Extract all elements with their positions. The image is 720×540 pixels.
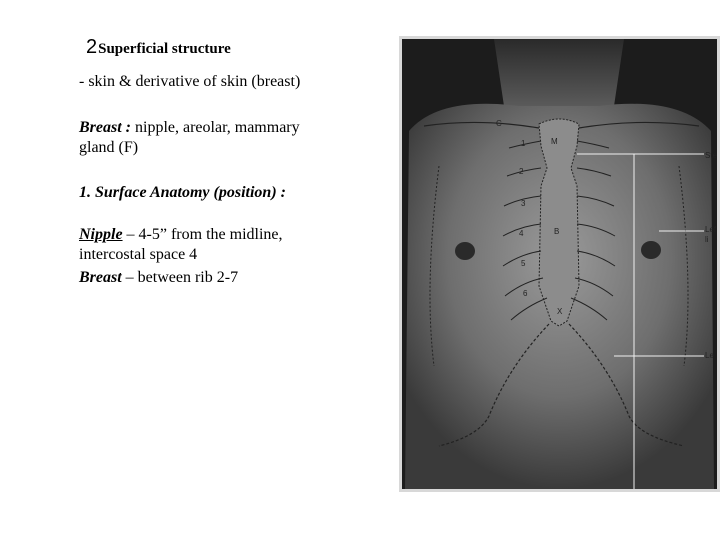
side-label-left-line: li [705, 235, 709, 244]
side-label-left: Lef [705, 225, 717, 234]
rib-number-4: 4 [519, 229, 524, 238]
breast-line-2: gland (F) [79, 139, 139, 156]
side-label-sternum: Ste [705, 151, 718, 160]
xiphoid-letter: X [557, 307, 563, 316]
skin-line: - skin & derivative of skin (breast) [79, 73, 301, 90]
rib-number-6: 6 [523, 289, 528, 298]
side-label-lower: Le [705, 351, 714, 360]
breast-text: nipple, areolar, mammary [131, 119, 300, 136]
rib-number-5: 5 [521, 259, 526, 268]
intercostal-line: intercostal space 4 [79, 246, 198, 263]
breast-position-line [79, 268, 238, 288]
sternum [539, 119, 579, 326]
right-nipple [641, 241, 661, 259]
breast-line [79, 118, 300, 138]
breast-label: Breast : [79, 119, 131, 136]
left-nipple [455, 242, 475, 260]
section-number: 2 [86, 36, 98, 58]
manubrium-letter: M [551, 137, 558, 146]
rib-number-3: 3 [521, 199, 526, 208]
chest-anatomy-figure [399, 36, 720, 492]
rib-number-2: 2 [519, 167, 524, 176]
surface-anatomy-heading: 1. Surface Anatomy (position) : [79, 184, 286, 201]
nipple-line [79, 225, 283, 245]
section-heading [86, 36, 231, 59]
sternum-body-letter: B [554, 227, 560, 236]
neck [494, 39, 624, 106]
rib-number-1: 1 [521, 139, 526, 148]
clavicle-letter: C [496, 119, 502, 128]
nipple-label: Nipple [79, 226, 123, 243]
section-title: Superficial structure [98, 41, 231, 57]
breast-position-text: – between rib 2-7 [121, 269, 239, 286]
nipple-text: – 4-5” from the midline, [122, 226, 283, 243]
chest-anatomy-svg [399, 36, 720, 492]
breast-position-label: Breast [79, 269, 122, 286]
